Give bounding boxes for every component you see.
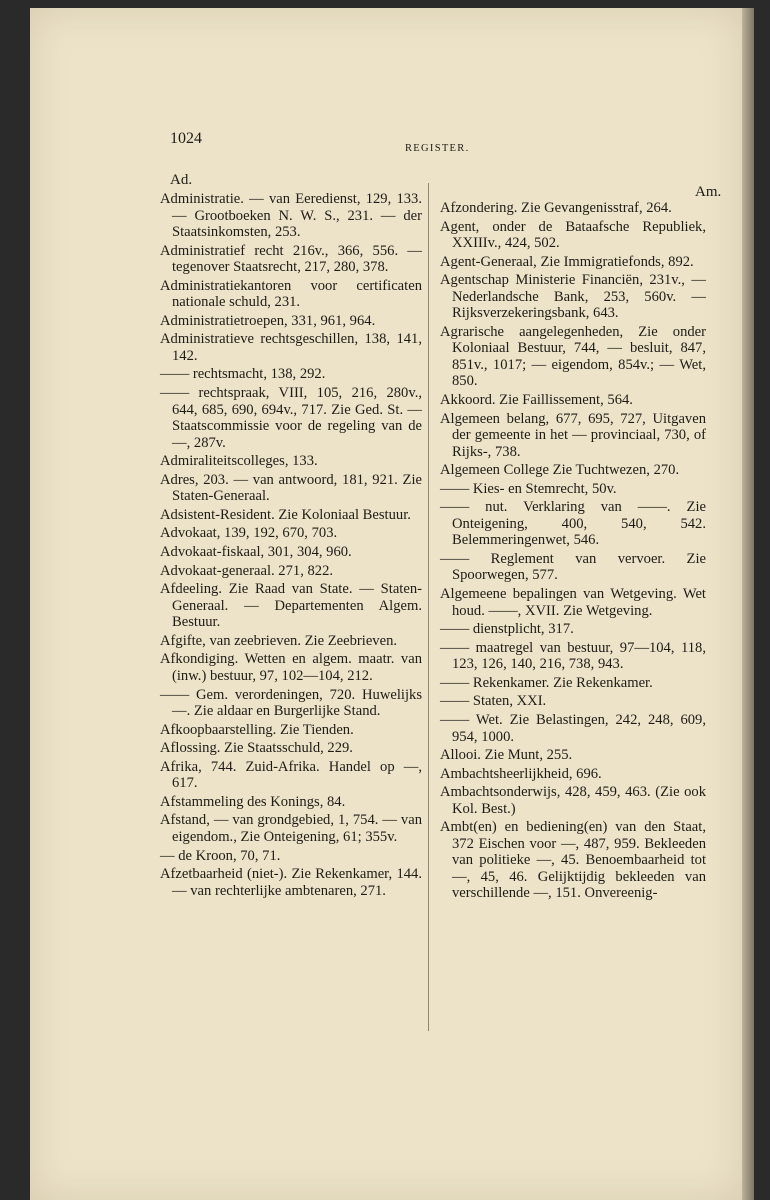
index-entry: Afgifte, van zeebrieven. Zie Zeebrieven. bbox=[160, 632, 398, 649]
index-entry: Administratie. — van Eeredienst, 129, 133. — Grootboeken N. W. S., 231. — der Staatsinkomsten, 253. bbox=[160, 191, 422, 240]
index-entry: Agentschap Ministerie Financiën, 231v., — Nederlandsche Bank, 253, 560v. — Rijksverzekeringsbank, 643. bbox=[440, 272, 706, 322]
index-entry: Adsistent-Resident. Zie Koloniaal Bestuur. bbox=[160, 506, 411, 523]
index-entry: —— Staten, XXI. bbox=[440, 693, 547, 710]
page-edge bbox=[742, 8, 754, 1200]
index-entry: Agent-Generaal, Zie Immigratiefonds, 892. bbox=[440, 253, 694, 270]
index-entry: Advokaat-fiskaal, 301, 304, 960. bbox=[160, 544, 352, 561]
catchword-left: Ad. bbox=[170, 172, 193, 188]
index-entry: Afstammeling des Konings, 84. bbox=[160, 793, 346, 810]
index-entry: Administratietroepen, 331, 961, 964. bbox=[160, 312, 376, 329]
index-entry: Administratief recht 216v., 366, 556. — tegenover Staatsrecht, 217, 280, 378. bbox=[160, 242, 422, 276]
column-divider bbox=[428, 183, 429, 1031]
index-entry: —— Rekenkamer. Zie Rekenkamer. bbox=[440, 674, 653, 691]
index-entry: Algemeen College Zie Tuchtwezen, 270. bbox=[440, 462, 680, 479]
index-entry: Akkoord. Zie Faillissement, 564. bbox=[440, 391, 633, 408]
index-entry: Ambachtsonderwijs, 428, 459, 463. (Zie ook Kol. Best.) bbox=[440, 784, 706, 817]
index-entry: —— nut. Verklaring van ——. Zie Onteigening, 400, 540, 542. Belemmeringenwet, 546. bbox=[440, 499, 706, 549]
index-entry: Administratiekantoren voor certificaten nationale schuld, 231. bbox=[160, 277, 422, 311]
index-entry: Afkoopbaarstelling. Zie Tienden. bbox=[160, 721, 354, 738]
index-entry: — de Kroon, 70, 71. bbox=[160, 847, 281, 864]
index-entry: Afzetbaarheid (niet-). Zie Rekenkamer, 144. — van rechterlijke ambtenaren, 271. bbox=[160, 866, 422, 899]
index-entry: Algemeen belang, 677, 695, 727, Uitgaven der gemeente in het — provinciaal, 730, of Rijks-, 738. bbox=[440, 410, 706, 460]
running-title: REGISTER. bbox=[405, 143, 470, 154]
index-entry: Advokaat-generaal. 271, 822. bbox=[160, 562, 334, 579]
index-entry: —— Wet. Zie Belastingen, 242, 248, 609, 954, 1000. bbox=[440, 712, 706, 745]
index-entry: —— Gem. verordeningen, 720. Huwelijks —. Zie aldaar en Burgerlijke Stand. bbox=[160, 686, 422, 719]
index-entry: Afstand, — van grondgebied, 1, 754. — van eigendom., Zie Onteigening, 61; 355v. bbox=[160, 812, 422, 845]
index-entry: Ambachtsheerlijkheid, 696. bbox=[440, 765, 602, 782]
index-entry: —— rechtspraak, VIII, 105, 216, 280v., 644, 685, 690, 694v., 717. Zie Ged. St. — Staatscommissie voor de regeling van de —, 287v. bbox=[160, 385, 422, 451]
page-number: 1024 bbox=[170, 130, 202, 147]
index-entry: —— maatregel van bestuur, 97—104, 118, 123, 126, 140, 216, 738, 943. bbox=[440, 639, 706, 673]
index-entry: Administratieve rechtsgeschillen, 138, 141, 142. bbox=[160, 331, 422, 364]
index-entry: Afzondering. Zie Gevangenisstraf, 264. bbox=[440, 200, 672, 216]
index-entry: Advokaat, 139, 192, 670, 703. bbox=[160, 525, 338, 542]
index-entry: —— Reglement van vervoer. Zie Spoorwegen, 577. bbox=[440, 550, 706, 584]
index-column-right bbox=[440, 200, 706, 904]
catchword-right: Am. bbox=[695, 184, 722, 200]
index-entry: —— Kies- en Stemrecht, 50v. bbox=[440, 480, 617, 497]
index-entry: Afrika, 744. Zuid-Afrika. Handel op —, 617. bbox=[160, 758, 422, 792]
index-entry: —— dienstplicht, 317. bbox=[440, 621, 574, 638]
index-entry: Ambt(en) en bediening(en) van den Staat, 372 Eischen voor —, 487, 959. Bekleeden van politieke —, 45. Benoembaarheid tot —, 45, 46. Gelijktijdig bekleeden van verschillende —, 151. Onvereenig- bbox=[440, 819, 706, 902]
index-entry: Admiraliteitscolleges, 133. bbox=[160, 453, 318, 470]
index-entry: Allooi. Zie Munt, 255. bbox=[440, 747, 573, 764]
index-entry: Afdeeling. Zie Raad van State. — Staten-Generaal. — Departementen Algem. Bestuur. bbox=[160, 581, 422, 631]
index-entry: Afkondiging. Wetten en algem. maatr. van (inw.) bestuur, 97, 102—104, 212. bbox=[160, 651, 422, 684]
index-column-left bbox=[160, 191, 422, 901]
index-entry: Adres, 203. — van antwoord, 181, 921. Zie Staten-Generaal. bbox=[160, 471, 422, 505]
index-entry: —— rechtsmacht, 138, 292. bbox=[160, 366, 326, 383]
index-entry: Algemeene bepalingen van Wetgeving. Wet houd. ——, XVII. Zie Wetgeving. bbox=[440, 586, 706, 619]
index-entry: Agrarische aangelegenheden, Zie onder Koloniaal Bestuur, 744, — besluit, 847, 851v., 1017; — eigendom, 854v.; — Wet, 850. bbox=[440, 323, 706, 390]
index-entry: Agent, onder de Bataafsche Republiek, XXIIIv., 424, 502. bbox=[440, 218, 706, 252]
index-entry: Aflossing. Zie Staatsschuld, 229. bbox=[160, 740, 353, 757]
